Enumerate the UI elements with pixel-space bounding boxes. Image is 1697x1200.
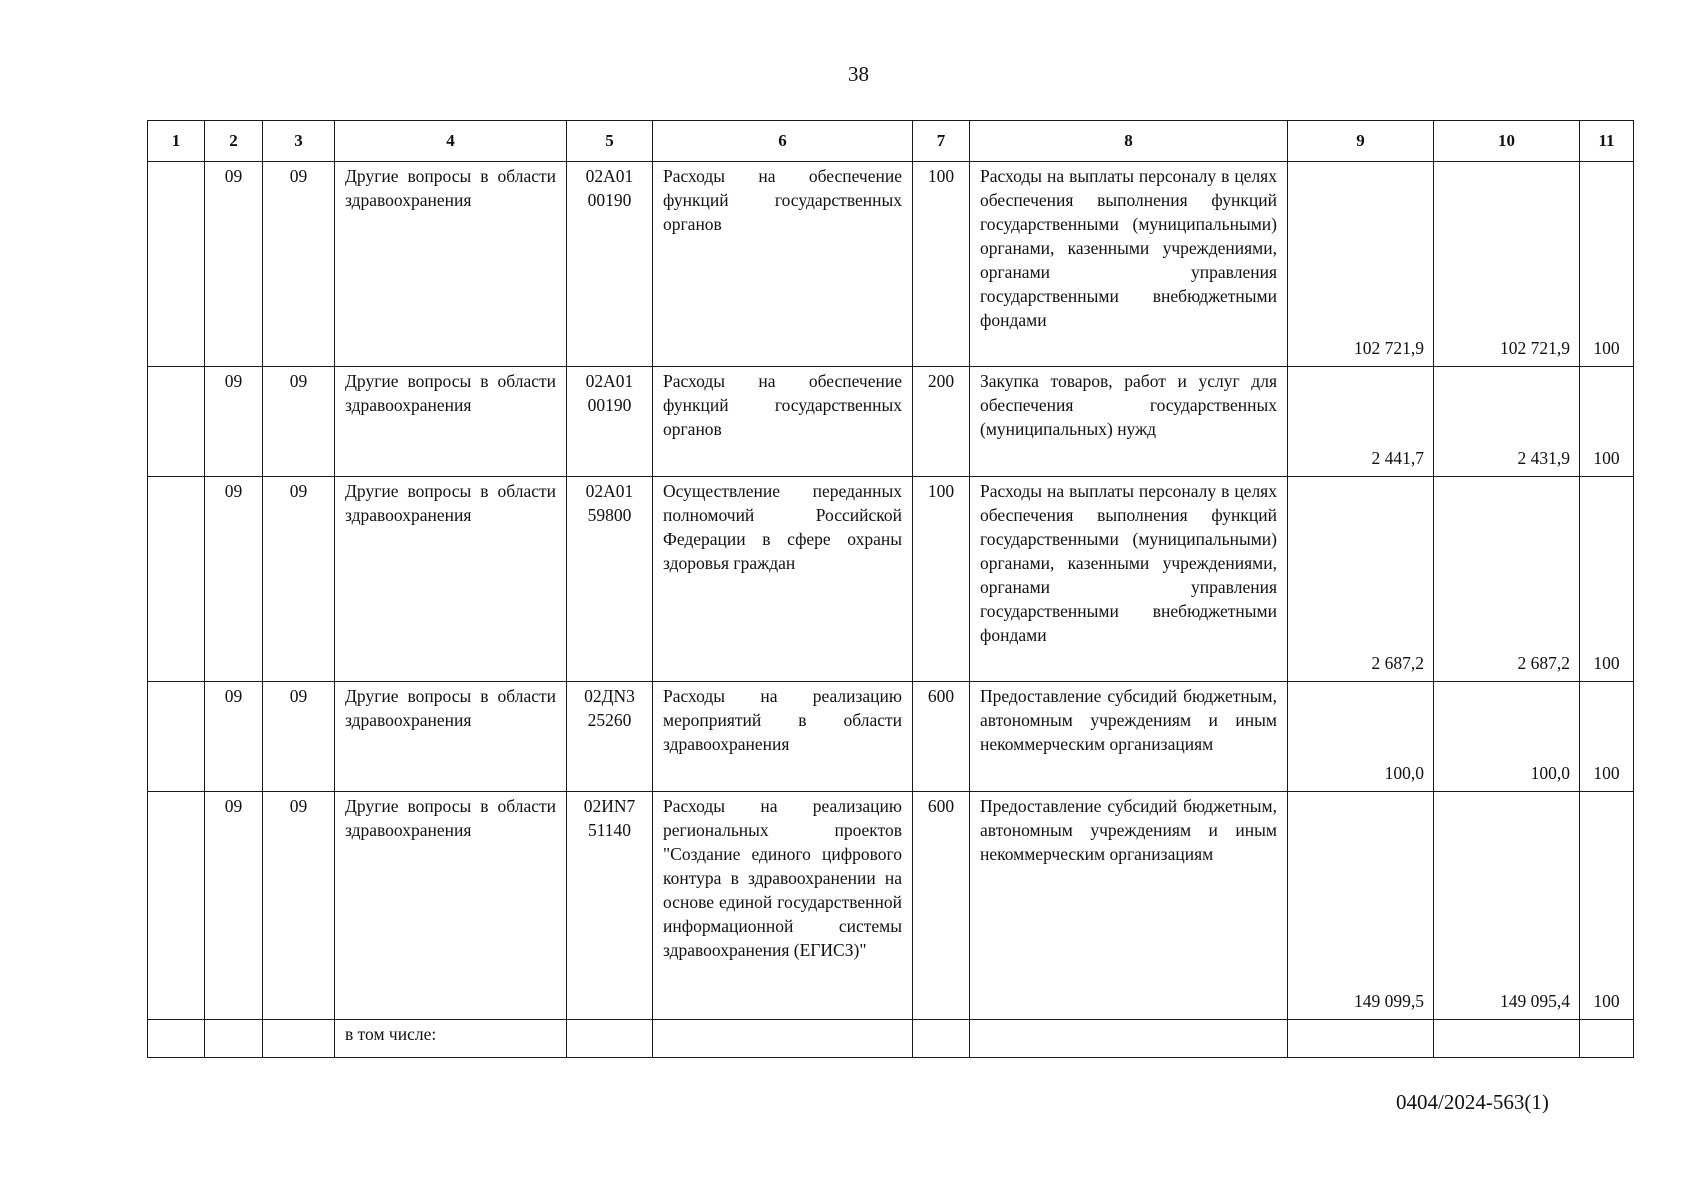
table-row (148, 682, 1634, 792)
cell-expense-type: 100 (913, 162, 970, 367)
table-row (148, 162, 1634, 367)
cell-percent: 100 (1580, 162, 1634, 367)
cell-subsection: 09 (263, 367, 335, 477)
header-col-3: 3 (263, 121, 335, 162)
cell-target-name: Расходы на обеспечение функций государственных органов (653, 367, 913, 477)
cell-section: 09 (205, 792, 263, 1020)
header-col-9: 9 (1288, 121, 1434, 162)
cell-target-code (567, 792, 653, 1020)
header-col-6: 6 (653, 121, 913, 162)
target-code-part1: 02ИN7 (583, 796, 636, 816)
cell-col-1 (148, 682, 205, 792)
target-code-part2: 25260 (587, 710, 632, 730)
cell-planned-amount: 102 721,9 (1288, 162, 1434, 367)
cell-expense-type: 200 (913, 367, 970, 477)
header-col-4: 4 (335, 121, 567, 162)
cell-actual-amount: 149 095,4 (1434, 792, 1580, 1020)
cell-expense-type-name: Предоставление субсидий бюджетным, автономным учреждениям и иным некоммерческим организациям (970, 682, 1288, 792)
header-col-8: 8 (970, 121, 1288, 162)
empty-cell (913, 1020, 970, 1058)
target-code-part2: 51140 (587, 820, 632, 840)
cell-section-name: Другие вопросы в области здравоохранения (335, 367, 567, 477)
cell-expense-type: 600 (913, 682, 970, 792)
cell-actual-amount: 2 687,2 (1434, 477, 1580, 682)
cell-subsection: 09 (263, 792, 335, 1020)
cell-actual-amount: 102 721,9 (1434, 162, 1580, 367)
cell-section: 09 (205, 367, 263, 477)
header-col-10: 10 (1434, 121, 1580, 162)
target-code-part2: 00190 (587, 190, 632, 210)
cell-col-1 (148, 367, 205, 477)
target-code-part2: 00190 (587, 395, 632, 415)
empty-cell (970, 1020, 1288, 1058)
table-row (148, 477, 1634, 682)
cell-col-1 (148, 792, 205, 1020)
cell-target-name: Расходы на реализацию мероприятий в области здравоохранения (653, 682, 913, 792)
cell-percent: 100 (1580, 792, 1634, 1020)
page-number: 38 (848, 62, 869, 86)
target-code-part1: 02А01 (585, 371, 634, 391)
cell-section: 09 (205, 682, 263, 792)
cell-target-name: Расходы на реализацию региональных проектов "Создание единого цифрового контура в здравоохранении на основе единой государственной информационной системы здравоохранения (ЕГИСЗ)" (653, 792, 913, 1020)
cell-subsection: 09 (263, 162, 335, 367)
document-code: 0404/2024-563(1) (1396, 1090, 1549, 1114)
cell-actual-amount: 100,0 (1434, 682, 1580, 792)
cell-subsection: 09 (263, 682, 335, 792)
cell-section: 09 (205, 162, 263, 367)
header-col-2: 2 (205, 121, 263, 162)
header-col-11: 11 (1580, 121, 1634, 162)
empty-cell (205, 1020, 263, 1058)
cell-expense-type: 100 (913, 477, 970, 682)
including-label: в том числе: (335, 1020, 567, 1058)
cell-expense-type-name: Предоставление субсидий бюджетным, автономным учреждениям и иным некоммерческим организациям (970, 792, 1288, 1020)
table-row-including (148, 1020, 1634, 1058)
target-code-part1: 02ДN3 (584, 686, 635, 706)
empty-cell (1434, 1020, 1580, 1058)
cell-planned-amount: 2 687,2 (1288, 477, 1434, 682)
empty-cell (653, 1020, 913, 1058)
header-col-1: 1 (148, 121, 205, 162)
cell-percent: 100 (1580, 477, 1634, 682)
target-code-part1: 02А01 (585, 481, 634, 501)
empty-cell (263, 1020, 335, 1058)
cell-section-name: Другие вопросы в области здравоохранения (335, 792, 567, 1020)
cell-target-name: Осуществление переданных полномочий Российской Федерации в сфере охраны здоровья граждан (653, 477, 913, 682)
cell-expense-type-name: Расходы на выплаты персоналу в целях обеспечения выполнения функций государственными (муниципальными) органами, казенными учреждениями, органами управления государственными внебюджетными фондами (970, 162, 1288, 367)
table-header (148, 121, 1634, 162)
cell-section-name: Другие вопросы в области здравоохранения (335, 162, 567, 367)
cell-target-code (567, 477, 653, 682)
target-code-part1: 02А01 (585, 166, 634, 186)
cell-expense-type: 600 (913, 792, 970, 1020)
cell-section-name: Другие вопросы в области здравоохранения (335, 682, 567, 792)
cell-target-code (567, 682, 653, 792)
cell-target-name: Расходы на обеспечение функций государственных органов (653, 162, 913, 367)
cell-target-code (567, 367, 653, 477)
cell-planned-amount: 100,0 (1288, 682, 1434, 792)
cell-percent: 100 (1580, 367, 1634, 477)
cell-expense-type-name: Расходы на выплаты персоналу в целях обеспечения выполнения функций государственными (муниципальными) органами, казенными учреждениями, органами управления государственными внебюджетными фондами (970, 477, 1288, 682)
cell-planned-amount: 149 099,5 (1288, 792, 1434, 1020)
cell-col-1 (148, 162, 205, 367)
cell-section-name: Другие вопросы в области здравоохранения (335, 477, 567, 682)
cell-target-code (567, 162, 653, 367)
budget-table (147, 120, 1634, 1058)
empty-cell (148, 1020, 205, 1058)
cell-planned-amount: 2 441,7 (1288, 367, 1434, 477)
empty-cell (1288, 1020, 1434, 1058)
cell-col-1 (148, 477, 205, 682)
cell-percent: 100 (1580, 682, 1634, 792)
header-col-5: 5 (567, 121, 653, 162)
table-row (148, 367, 1634, 477)
cell-subsection: 09 (263, 477, 335, 682)
empty-cell (567, 1020, 653, 1058)
cell-expense-type-name: Закупка товаров, работ и услуг для обеспечения государственных (муниципальных) нужд (970, 367, 1288, 477)
header-col-7: 7 (913, 121, 970, 162)
empty-cell (1580, 1020, 1634, 1058)
cell-section: 09 (205, 477, 263, 682)
table-row (148, 792, 1634, 1020)
target-code-part2: 59800 (587, 505, 632, 525)
cell-actual-amount: 2 431,9 (1434, 367, 1580, 477)
